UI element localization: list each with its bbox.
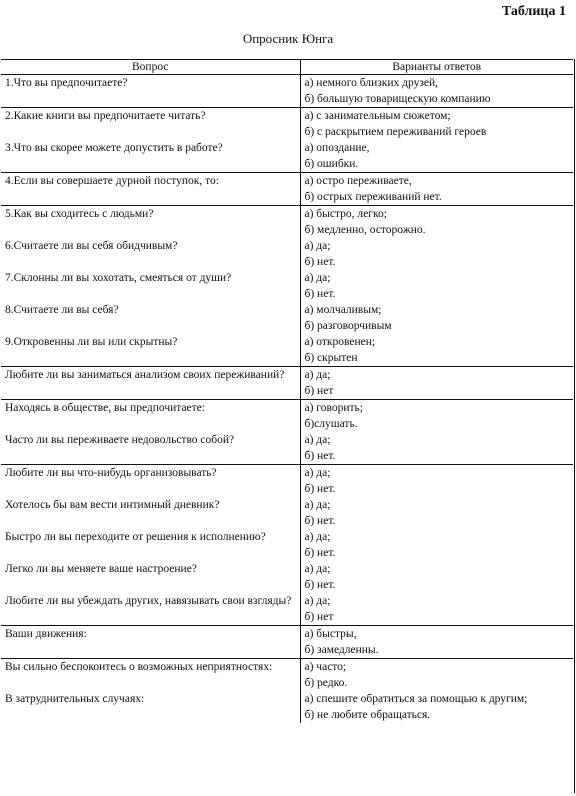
table-row <box>1 75 573 108</box>
answers-cell <box>300 593 573 626</box>
answer-option: а) говорить; <box>304 402 363 414</box>
table-row <box>1 691 573 723</box>
answer-option: б) острых переживаний нет. <box>304 191 442 203</box>
answer-option: б) нет. <box>304 450 336 462</box>
document-title: Опросник Юнга <box>242 31 334 46</box>
answer-option: б) нет. <box>304 515 336 527</box>
answer-option: а) остро переживаете, <box>304 175 412 187</box>
answer-option: б) нет. <box>304 547 336 559</box>
answer-option: б)слушать. <box>304 418 358 430</box>
table-header-row <box>1 60 573 75</box>
answers-cell <box>300 561 573 593</box>
table-row <box>1 659 573 692</box>
answer-option: а) немного близких друзей, <box>304 77 439 89</box>
answers-cell <box>300 173 573 206</box>
answer-option: а) часто; <box>304 661 347 673</box>
answers-cell <box>300 270 573 302</box>
answers-cell <box>300 75 573 108</box>
answer-option: б) большую товарищескую компанию <box>304 93 491 105</box>
answer-option: б) нет <box>304 611 334 623</box>
question-cell: Находясь в обществе, вы предпочитаете: <box>1 400 300 433</box>
column-header-question: Вопрос <box>1 60 300 75</box>
answers-cell <box>300 238 573 270</box>
answer-option: а) молчаливым; <box>304 304 382 316</box>
answers-cell <box>300 529 573 561</box>
question-cell: 4.Если вы совершаете дурной поступок, то: <box>1 173 300 206</box>
answer-option: а) откровенен; <box>304 336 376 348</box>
answer-option: б) с раскрытием переживаний героев <box>304 126 487 138</box>
questionnaire-table <box>1 59 573 723</box>
table-row <box>1 465 573 498</box>
table-row <box>1 140 573 173</box>
question-cell: Часто ли вы переживаете недовольство собой? <box>5 434 235 446</box>
table-row <box>1 432 573 465</box>
question-cell: Быстро ли вы переходите от решения к исполнению? <box>5 531 266 543</box>
table-row <box>1 529 573 561</box>
answer-option: а) да; <box>304 531 331 543</box>
question-cell: Любите ли вы заниматься анализом своих переживаний? <box>1 367 300 400</box>
answer-option: б) нет. <box>304 579 336 591</box>
table-row <box>1 206 573 239</box>
answer-option: а) да; <box>304 467 331 479</box>
answer-option: б) нет. <box>304 483 336 495</box>
answer-option: б) замедленны. <box>304 644 379 656</box>
answer-option: б) разговорчивым <box>304 320 392 332</box>
question-cell: Любите ли вы убеждать других, навязывать свои взгляды? <box>5 595 292 607</box>
question-cell: Вы сильно беспокоитесь о возможных неприятностях: <box>1 659 300 692</box>
answers-cell <box>300 626 573 659</box>
table-row <box>1 173 573 206</box>
question-cell: 7.Склонны ли вы хохотать, смеяться от души? <box>5 272 232 284</box>
question-cell: В затруднительных случаях: <box>5 693 145 705</box>
answers-cell <box>300 400 573 433</box>
answers-cell <box>300 367 573 400</box>
answer-option: а) спешите обратиться за помощью к другим; <box>304 693 528 705</box>
answer-option: а) да; <box>304 563 331 575</box>
answers-cell <box>300 302 573 334</box>
answer-option: б) нет. <box>304 256 336 268</box>
answer-option: б) нет. <box>304 288 336 300</box>
table-row <box>1 561 573 593</box>
table-row <box>1 238 573 270</box>
table-row <box>1 302 573 334</box>
answer-option: а) с занимательным сюжетом; <box>304 110 451 122</box>
answer-option: а) да; <box>304 240 331 252</box>
table-row <box>1 334 573 367</box>
question-cell: 3.Что вы скорее можете допустить в работе? <box>5 142 223 154</box>
question-cell: Легко ли вы меняете ваше настроение? <box>5 563 197 575</box>
table-number: Таблица 1 <box>501 4 566 19</box>
table-row <box>1 367 573 400</box>
question-cell: Хотелось бы вам вести интимный дневник? <box>5 499 220 511</box>
question-cell: 2.Какие книги вы предпочитаете читать? <box>1 108 300 141</box>
answers-cell <box>300 140 573 173</box>
table-row <box>1 270 573 302</box>
answer-option: а) опоздание, <box>304 142 370 154</box>
table-row <box>1 593 573 626</box>
table-row <box>1 400 573 433</box>
answer-option: б) нет <box>304 385 334 397</box>
table-body <box>1 75 573 724</box>
table-row <box>1 626 573 659</box>
answer-option: а) да; <box>304 434 331 446</box>
question-cell: 6.Считаете ли вы себя обидчивым? <box>5 240 178 252</box>
answer-option: б) скрытен <box>304 352 358 364</box>
answers-cell <box>300 691 573 723</box>
answer-option: б) не любите обращаться. <box>304 709 431 721</box>
answers-cell <box>300 432 573 465</box>
question-cell: 1.Что вы предпочитаете? <box>1 75 300 108</box>
answer-option: а) да; <box>304 499 331 511</box>
answers-cell <box>300 206 573 239</box>
answer-option: а) да; <box>304 369 331 381</box>
answers-cell <box>300 108 573 141</box>
answers-cell <box>300 334 573 367</box>
answer-option: б) ошибки. <box>304 158 359 170</box>
question-cell: Любите ли вы что-нибудь организовывать? <box>1 465 300 498</box>
column-header-answers: Варианты ответов <box>300 60 573 75</box>
answer-option: а) да; <box>304 272 331 284</box>
answer-option: б) медленно, осторожно. <box>304 224 426 236</box>
question-cell: 5.Как вы сходитесь с людьми? <box>1 206 300 239</box>
table-row <box>1 497 573 529</box>
answer-option: б) редко. <box>304 677 348 689</box>
question-cell: Ваши движения: <box>1 626 300 659</box>
answer-option: а) быстры, <box>304 628 357 640</box>
answer-option: а) да; <box>304 595 331 607</box>
table-right-border <box>574 59 575 793</box>
answer-option: а) быстро, легко; <box>304 208 387 220</box>
question-cell: 9.Откровенны ли вы или скрытны? <box>5 336 178 348</box>
table-row <box>1 108 573 141</box>
answers-cell <box>300 497 573 529</box>
answers-cell <box>300 659 573 692</box>
question-cell: 8.Считаете ли вы себя? <box>5 304 119 316</box>
answers-cell <box>300 465 573 498</box>
